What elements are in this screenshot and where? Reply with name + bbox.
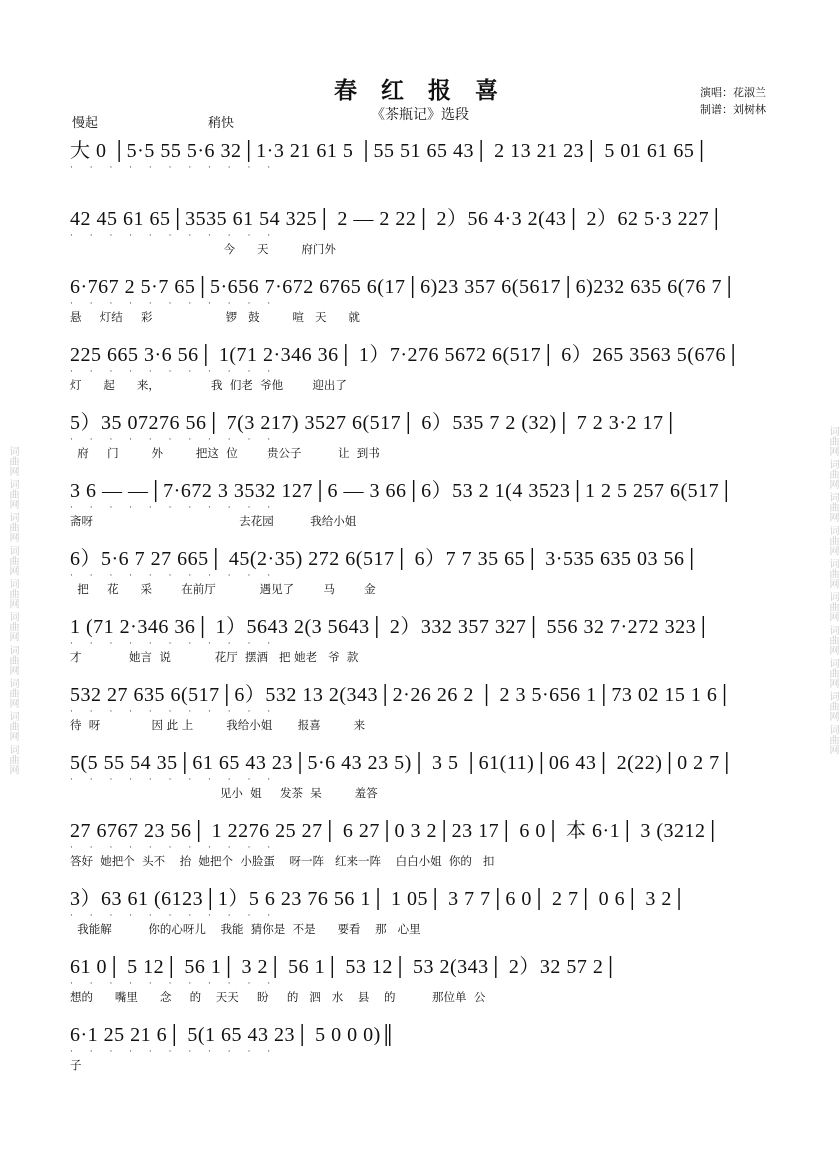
score-notes-line: 6·767 2 5·7 65│5·656 7·672 6765 6(17│6)23 357 6(5617│6)232 635 6(76 7│ [70,276,737,298]
watermark-right [822,0,838,1169]
octave-dots: · · · · · · · · · · · [70,436,278,444]
score-notes-line: 大 0 │5·5 55 5·6 32│1·3 21 61 5 │55 51 65 43│ 2 13 21 23│ 5 01 61 65│ [70,140,709,162]
octave-dots: · · · · · · · · · · · [70,164,278,172]
score-notes-line: 5）35 07276 56│ 7(3 217) 3527 6(517│ 6）535 7 2 (32)│ 7 2 3·2 17│ [70,412,679,434]
tempo-faster: 稍快 [208,116,235,131]
octave-dots: · · · · · · · · · · · [70,844,278,852]
score-notes-line: 1 (71 2·346 36│ 1）5643 2(3 5643│ 2）332 357 327│ 556 32 7·272 323│ [70,616,711,638]
score-notes-line: 6）5·6 7 27 665│ 45(2·35) 272 6(517│ 6）7 7 35 65│ 3·535 635 03 56│ [70,548,700,570]
score-notes-line: 532 27 635 6(517│6）532 13 2(343│2·26 26 2 │ 2 3 5·656 1│73 02 15 1 6│ [70,684,732,706]
watermark-right-text: 词曲网 词曲网 词曲网 词曲网 词曲网 词曲网 词曲网 词曲网 词曲网 词曲网 [827,425,838,755]
score-lyrics-line: 把 花 采 在前厅 遇见了 马 金 [70,582,376,596]
score-lyrics-line: 悬 灯结 彩 锣 鼓 喧 天 就 [70,310,360,324]
score-notes-line: 225 665 3·6 56│ 1(71 2·346 36│ 1）7·276 5672 6(517│ 6）265 3563 5(676│ [70,344,741,366]
octave-dots: · · · · · · · · · · · [70,980,278,988]
score-notes-line: 61 0│ 5 12│ 56 1│ 3 2│ 56 1│ 53 12│ 53 2(343│ 2）32 57 2│ [70,956,619,978]
singer-credit: 演唱：花淑兰 [700,86,766,99]
score-lyrics-line: 答好 她把个 头不 抬 她把个 小脸蛋 呀一阵 红来一阵 白白小姐 你的 扣 [70,854,495,868]
watermark-left [2,0,18,1169]
octave-dots: · · · · · · · · · · · [70,572,278,580]
score-notes-line: 5(5 55 54 35│61 65 43 23│5·6 43 23 5)│ 3 5 │61(11)│06 43│ 2(22)│0 2 7│ [70,752,735,774]
octave-dots: · · · · · · · · · · · [70,368,278,376]
score-lyrics-line: 府 门 外 把这 位 贵公子 让 到书 [70,446,380,460]
score-notes-line: 3）63 61 (6123│1）5 6 23 76 56 1│ 1 05│ 3 7 7│6 0│ 2 7│ 0 6│ 3 2│ [70,888,687,910]
watermark-left-text: 词曲网 词曲网 词曲网 词曲网 词曲网 词曲网 词曲网 词曲网 词曲网 词曲网 [7,445,18,775]
score-lyrics-line: 想的 嘴里 念 的 天天 盼 的 泗 水 县 的 那位单 公 [70,990,486,1004]
arranger-credit: 制谱：刘树林 [700,103,766,116]
octave-dots: · · · · · · · · · · · [70,640,278,648]
score-notes-line: 6·1 25 21 6│ 5(1 65 43 23│ 5 0 0 0)║ [70,1024,396,1046]
score-lyrics-line: 子 [70,1058,82,1072]
score-lyrics-line: 见小 姐 发茶 呆 羞答 [70,786,378,800]
score-lyrics-line: 今 天 府门外 [70,242,336,256]
score-notes-line: 27 6767 23 56│ 1 2276 25 27│ 6 27│0 3 2│23 17│ 6 0│ 本 6·1│ 3 (3212│ [70,820,721,842]
tempo-start: 慢起 [72,116,99,131]
score-notes-line: 3 6 — —│7·672 3 3532 127│6 — 3 66│6）53 2 1(4 3523│1 2 5 257 6(517│ [70,480,734,502]
octave-dots: · · · · · · · · · · · [70,1048,278,1056]
octave-dots: · · · · · · · · · · · [70,708,278,716]
score-lyrics-line: 我能解 你的心呀儿 我能 猜你是 不是 要看 那 心里 [70,922,421,936]
octave-dots: · · · · · · · · · · · [70,504,278,512]
song-subtitle: 《茶瓶记》选段 [371,107,469,123]
score-lyrics-line [70,173,790,189]
score-lyrics-line: 才 她言 说 花厅 摆酒 把 她老 爷 款 [70,650,359,664]
octave-dots: · · · · · · · · · · · [70,232,278,240]
song-title: 春 红 报 喜 [333,77,507,104]
score-lyrics-line: 待 呀 因 此 上 我给小姐 报喜 来 [70,718,366,732]
octave-dots: · · · · · · · · · · · [70,300,278,308]
score-lyrics-line: 斋呀 去花园 我给小姐 [70,514,357,528]
score-notes-line: 42 45 61 65│3535 61 54 325│ 2 — 2 22│ 2）56 4·3 2(43│ 2）62 5·3 227│ [70,208,724,230]
octave-dots: · · · · · · · · · · · [70,912,278,920]
score-lyrics-line: 灯 起 来， 我 们老 爷他 迎出了 [70,378,347,392]
octave-dots: · · · · · · · · · · · [70,776,278,784]
